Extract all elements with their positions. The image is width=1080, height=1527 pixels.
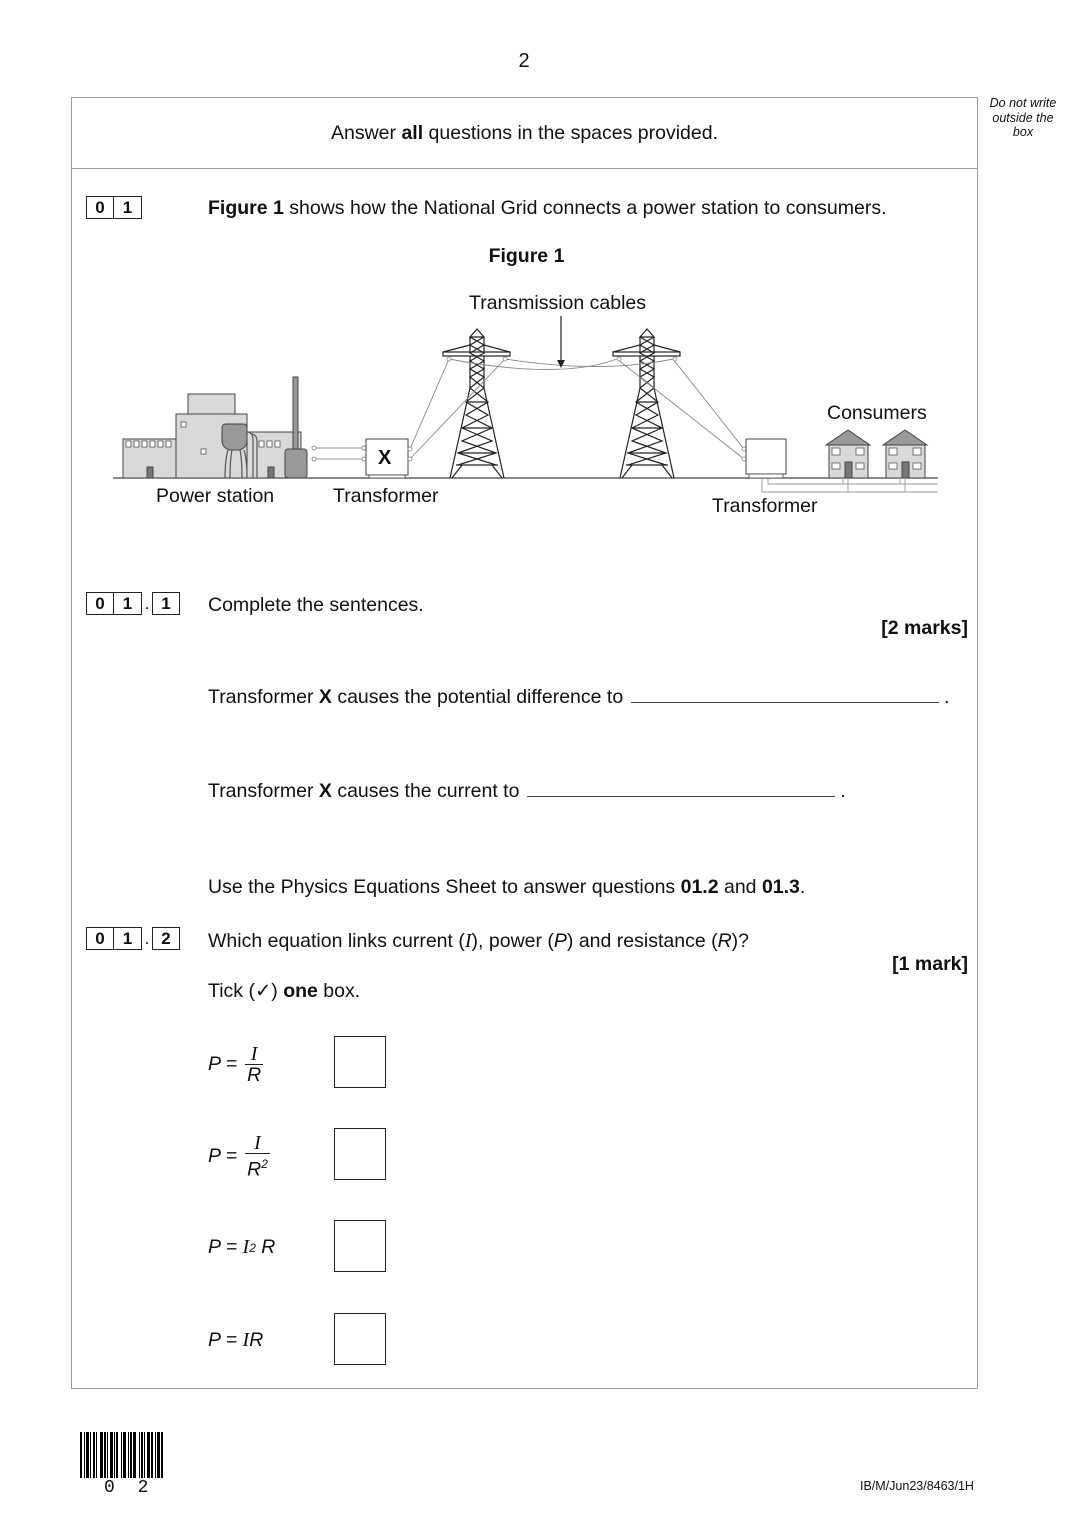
denominator xyxy=(245,1153,270,1180)
sentence-text: Transformer xyxy=(208,686,319,708)
sentence-bold: X xyxy=(318,780,332,802)
marks-2: [2 marks] xyxy=(881,617,968,639)
note-bold: 01.2 xyxy=(680,876,719,898)
question-01-1-prompt: Complete the sentences. xyxy=(208,594,424,616)
note-bold: 01.3 xyxy=(761,876,800,898)
label-transformer-right: Transformer xyxy=(712,495,818,517)
sentence-end: . xyxy=(944,686,950,708)
margin-note-line: box xyxy=(1012,125,1034,139)
symbol-current: I xyxy=(464,930,472,952)
option-p-equals-i-over-r-squared xyxy=(208,1130,270,1182)
question-number-cell: 1 xyxy=(114,927,142,950)
transmission-cable-lines xyxy=(410,359,744,459)
prompt-text: )? xyxy=(731,930,750,952)
equation-lhs: P = xyxy=(208,1052,238,1075)
question-subnumber-cell: 1 xyxy=(152,592,180,615)
equation-lhs: P = xyxy=(208,1236,238,1258)
symbol-resistance: R xyxy=(255,1236,276,1258)
denominator-symbol: R xyxy=(247,1158,262,1181)
tick-box-option-4[interactable] xyxy=(334,1313,386,1365)
sentence-text: Transformer xyxy=(208,780,319,802)
option-p-equals-i-squared-r xyxy=(208,1236,275,1259)
numerator: I xyxy=(250,1042,258,1065)
tick-text: Tick ( xyxy=(208,980,255,1002)
figure-title: Figure 1 xyxy=(488,245,565,267)
question-number-cell: 0 xyxy=(86,592,114,615)
power-station-icon xyxy=(123,377,307,478)
label-consumers: Consumers xyxy=(827,402,927,424)
house-icon xyxy=(826,430,870,478)
figure-reference: Figure 1 xyxy=(208,197,284,219)
answer-blank-potential-difference[interactable] xyxy=(631,688,939,703)
numerator: I xyxy=(254,1131,261,1154)
note-text: and xyxy=(718,876,762,898)
prompt-text: ) and resistance ( xyxy=(566,930,718,952)
tick-text: box. xyxy=(317,980,361,1002)
exponent: 2 xyxy=(249,1240,256,1255)
denominator xyxy=(245,1064,263,1085)
question-number-cell: 0 xyxy=(86,927,114,950)
margin-note-line: Do not write xyxy=(989,96,1057,110)
question-number-cell: 0 xyxy=(86,196,114,219)
tick-bold: one xyxy=(283,980,318,1002)
tick-instruction xyxy=(208,979,360,1003)
label-transmission-cables: Transmission cables xyxy=(469,292,647,314)
tick-text: ) xyxy=(271,980,284,1002)
barcode-number: 0 2 xyxy=(104,1478,155,1498)
transformer-right-icon xyxy=(746,439,786,474)
option-p-equals-i-over-r xyxy=(208,1040,263,1088)
marks-1: [1 mark] xyxy=(892,953,968,975)
symbol-power: P xyxy=(553,930,567,952)
intro-text: shows how the National Grid connects a power station to consumers. xyxy=(283,197,887,219)
sentence-end: . xyxy=(840,780,846,802)
instruction-text: questions in the spaces provided. xyxy=(423,122,718,144)
question-subnumber-cell: 2 xyxy=(152,927,180,950)
equation-lhs: P = xyxy=(208,1329,238,1351)
general-instruction xyxy=(71,122,978,145)
exponent: 2 xyxy=(261,1156,268,1171)
fraction xyxy=(245,1133,270,1180)
label-power-station: Power station xyxy=(156,485,275,507)
sentence-current xyxy=(208,780,846,803)
sentence-text: causes the potential difference to xyxy=(331,686,624,708)
symbol-resistance: R xyxy=(249,1329,264,1351)
question-number-01-2: 0 1 . 2 xyxy=(86,927,180,950)
equation-lhs: P = xyxy=(208,1144,238,1167)
answer-blank-current[interactable] xyxy=(527,782,835,797)
label-transformer-x: X xyxy=(378,447,392,469)
question-number-01-1: 0 1 . 1 xyxy=(86,592,180,615)
question-01-2-prompt xyxy=(208,930,749,953)
prompt-text: ), power ( xyxy=(471,930,554,952)
house-icon xyxy=(883,430,927,478)
paper-reference: IB/M/Jun23/8463/1H xyxy=(860,1479,974,1493)
denominator-symbol: R xyxy=(247,1063,262,1086)
question-number-01 xyxy=(86,196,142,219)
tick-icon: ✓ xyxy=(254,980,272,1002)
barcode xyxy=(80,1432,180,1478)
symbol-resistance: R xyxy=(717,930,732,952)
question-01-intro xyxy=(208,197,887,220)
option-p-equals-ir xyxy=(208,1329,263,1352)
pylon-icon xyxy=(443,329,510,478)
margin-note xyxy=(984,96,1062,140)
fraction xyxy=(245,1044,263,1085)
tick-box-option-1[interactable] xyxy=(334,1036,386,1088)
sentence-bold: X xyxy=(318,686,332,708)
sentence-potential-difference xyxy=(208,686,949,709)
question-number-cell: 1 xyxy=(114,196,142,219)
note-text: Use the Physics Equations Sheet to answer questions xyxy=(208,876,681,898)
instruction-text: Answer xyxy=(331,122,402,144)
question-number-cell: 1 xyxy=(114,592,142,615)
page-number: 2 xyxy=(518,50,530,72)
label-transformer-left: Transformer xyxy=(333,485,439,507)
sentence-text: causes the current to xyxy=(331,780,520,802)
margin-note-line: outside the xyxy=(992,110,1054,125)
header-divider xyxy=(71,168,978,169)
tick-box-option-3[interactable] xyxy=(334,1220,386,1272)
equations-sheet-note xyxy=(208,876,805,899)
prompt-text: Which equation links current ( xyxy=(208,930,465,952)
tick-box-option-2[interactable] xyxy=(334,1128,386,1180)
symbol-current: I xyxy=(242,1236,250,1258)
note-text: . xyxy=(799,876,806,898)
symbol-current: I xyxy=(242,1329,250,1351)
instruction-bold: all xyxy=(401,122,424,144)
